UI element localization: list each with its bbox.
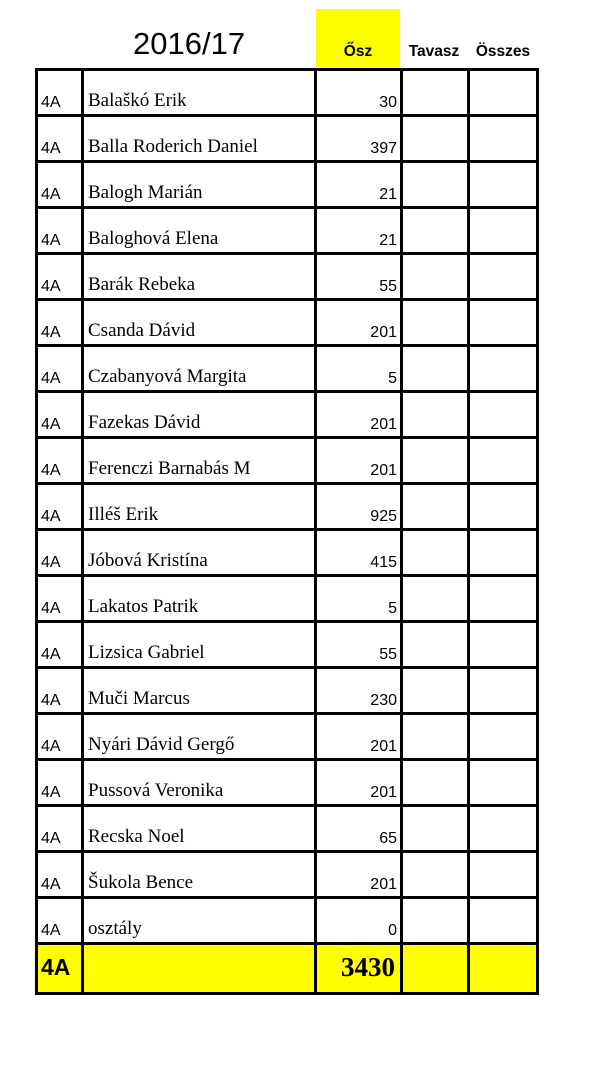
osz-points-cell: 65 (316, 806, 402, 852)
osz-points-cell: 21 (316, 162, 402, 208)
osszes-points-cell (469, 898, 538, 944)
osz-points-cell: 397 (316, 116, 402, 162)
student-name-cell: Nyári Dávid Gergő (83, 714, 316, 760)
class-cell: 4A (37, 852, 83, 898)
table-row (37, 300, 538, 346)
table-row (37, 622, 538, 668)
tavasz-points-cell (402, 346, 469, 392)
student-name-cell: Lizsica Gabriel (83, 622, 316, 668)
osz-points-cell: 55 (316, 622, 402, 668)
osszes-points-cell (469, 714, 538, 760)
osszes-points-cell (469, 392, 538, 438)
tavasz-points-cell (402, 484, 469, 530)
tavasz-points-cell (402, 392, 469, 438)
table-row (37, 898, 538, 944)
osz-points-cell: 201 (316, 852, 402, 898)
class-cell: 4A (37, 484, 83, 530)
class-cell: 4A (37, 714, 83, 760)
table-row (37, 116, 538, 162)
total-osz-cell: 3430 (316, 944, 402, 994)
total-tavasz-cell (402, 944, 469, 994)
student-name-cell: Lakatos Patrik (83, 576, 316, 622)
tavasz-points-cell (402, 622, 469, 668)
total-name-cell (83, 944, 316, 994)
osz-points-cell: 5 (316, 576, 402, 622)
tavasz-points-cell (402, 760, 469, 806)
osz-points-cell: 201 (316, 714, 402, 760)
class-cell: 4A (37, 70, 83, 116)
osszes-points-cell (469, 576, 538, 622)
student-name-cell: Jóbová Kristína (83, 530, 316, 576)
table-row (37, 254, 538, 300)
osz-points-cell: 201 (316, 438, 402, 484)
osz-points-cell: 55 (316, 254, 402, 300)
table-row (37, 806, 538, 852)
osszes-points-cell (469, 622, 538, 668)
tavasz-points-cell (402, 852, 469, 898)
class-cell: 4A (37, 898, 83, 944)
student-name-cell: Šukola Bence (83, 852, 316, 898)
tavasz-points-cell (402, 530, 469, 576)
osszes-points-cell (469, 852, 538, 898)
student-name-cell: Balogh Marián (83, 162, 316, 208)
class-cell: 4A (37, 392, 83, 438)
osszes-points-cell (469, 530, 538, 576)
total-class-cell: 4A (37, 944, 83, 994)
student-name-cell: osztály (83, 898, 316, 944)
table-row (37, 714, 538, 760)
class-cell: 4A (37, 530, 83, 576)
osszes-points-cell (469, 254, 538, 300)
tavasz-points-cell (402, 806, 469, 852)
tavasz-points-cell (402, 898, 469, 944)
table-row (37, 70, 538, 116)
total-row (37, 944, 538, 994)
class-cell: 4A (37, 576, 83, 622)
column-header-osszes: Összes (475, 43, 531, 60)
student-name-cell: Csanda Dávid (83, 300, 316, 346)
tavasz-points-cell (402, 668, 469, 714)
tavasz-points-cell (402, 208, 469, 254)
osz-points-cell: 230 (316, 668, 402, 714)
student-name-cell: Czabanyová Margita (83, 346, 316, 392)
table-row (37, 760, 538, 806)
student-name-cell: Ferenczi Barnabás M (83, 438, 316, 484)
table-row (37, 438, 538, 484)
class-cell: 4A (37, 438, 83, 484)
osszes-points-cell (469, 668, 538, 714)
osz-points-cell: 201 (316, 300, 402, 346)
osszes-points-cell (469, 346, 538, 392)
osz-points-cell: 21 (316, 208, 402, 254)
tavasz-points-cell (402, 70, 469, 116)
student-name-cell: Balaškó Erik (83, 70, 316, 116)
class-cell: 4A (37, 806, 83, 852)
tavasz-points-cell (402, 300, 469, 346)
osz-points-cell: 30 (316, 70, 402, 116)
student-name-cell: Illéš Erik (83, 484, 316, 530)
tavasz-points-cell (402, 162, 469, 208)
tavasz-points-cell (402, 116, 469, 162)
student-name-cell: Balla Roderich Daniel (83, 116, 316, 162)
class-cell: 4A (37, 346, 83, 392)
class-cell: 4A (37, 116, 83, 162)
osz-points-cell: 0 (316, 898, 402, 944)
class-cell: 4A (37, 760, 83, 806)
osszes-points-cell (469, 760, 538, 806)
osszes-points-cell (469, 300, 538, 346)
table-row (37, 530, 538, 576)
osszes-points-cell (469, 484, 538, 530)
osszes-points-cell (469, 806, 538, 852)
class-cell: 4A (37, 300, 83, 346)
total-osszes-cell (469, 944, 538, 994)
osszes-points-cell (469, 208, 538, 254)
osszes-points-cell (469, 70, 538, 116)
tavasz-points-cell (402, 714, 469, 760)
student-name-cell: Baloghová Elena (83, 208, 316, 254)
osszes-points-cell (469, 116, 538, 162)
osz-points-cell: 201 (316, 392, 402, 438)
table-row (37, 576, 538, 622)
osszes-points-cell (469, 162, 538, 208)
osszes-points-cell (469, 438, 538, 484)
tavasz-points-cell (402, 438, 469, 484)
student-name-cell: Pussová Veronika (83, 760, 316, 806)
roster-table (35, 68, 539, 995)
table-row (37, 346, 538, 392)
table-row (37, 162, 538, 208)
table-row (37, 484, 538, 530)
class-cell: 4A (37, 208, 83, 254)
student-name-cell: Fazekas Dávid (83, 392, 316, 438)
table-row (37, 668, 538, 714)
osz-points-cell: 925 (316, 484, 402, 530)
class-cell: 4A (37, 622, 83, 668)
osz-points-cell: 5 (316, 346, 402, 392)
class-cell: 4A (37, 668, 83, 714)
table-row (37, 852, 538, 898)
osz-points-cell: 201 (316, 760, 402, 806)
column-header-tavasz: Tavasz (408, 43, 460, 60)
student-name-cell: Recska Noel (83, 806, 316, 852)
student-name-cell: Barák Rebeka (83, 254, 316, 300)
student-name-cell: Muči Marcus (83, 668, 316, 714)
roster-body (37, 70, 538, 994)
tavasz-points-cell (402, 576, 469, 622)
table-row (37, 392, 538, 438)
table-row (37, 208, 538, 254)
year-title: 2016/17 (133, 26, 246, 61)
osz-points-cell: 415 (316, 530, 402, 576)
class-cell: 4A (37, 162, 83, 208)
tavasz-points-cell (402, 254, 469, 300)
column-header-osz: Ősz (343, 43, 373, 60)
class-cell: 4A (37, 254, 83, 300)
